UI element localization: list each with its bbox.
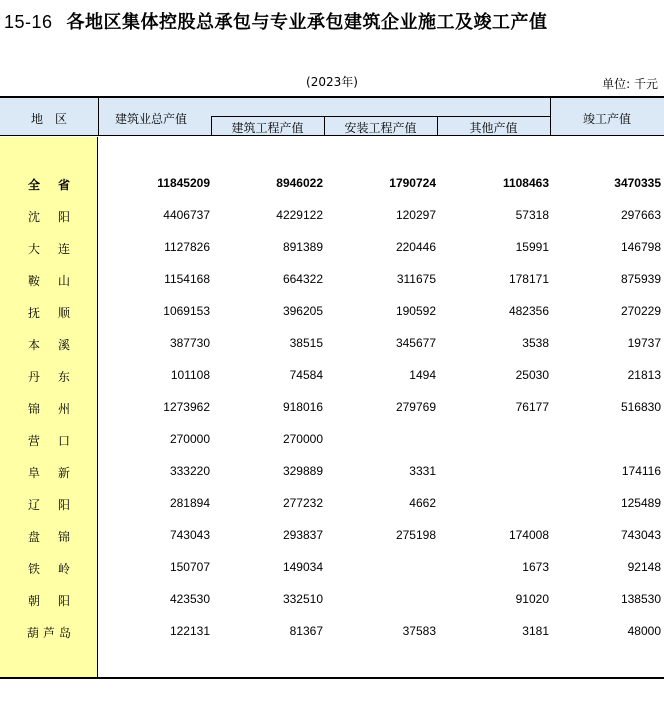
cell-construction: 332510 xyxy=(282,592,323,606)
cell-other: 174008 xyxy=(508,528,549,542)
region-name: 葫芦岛 xyxy=(26,626,75,640)
region-name: 丹东 xyxy=(27,370,88,384)
region-name: 全省 xyxy=(27,178,88,192)
cell-construction: 4229122 xyxy=(276,208,323,222)
cell-installation: 1790724 xyxy=(389,176,436,190)
cell-installation: 190592 xyxy=(395,304,436,318)
cell-other: 91020 xyxy=(515,592,549,606)
table-row xyxy=(0,584,664,616)
cell-total-output: 423530 xyxy=(169,592,210,606)
table-row xyxy=(0,424,664,456)
cell-total-output: 150707 xyxy=(169,560,210,574)
header-divider xyxy=(211,116,550,117)
cell-other: 57318 xyxy=(515,208,549,222)
header-construction: 建筑工程产值 xyxy=(231,121,304,135)
cell-other: 178171 xyxy=(508,272,549,286)
cell-construction: 664322 xyxy=(282,272,323,286)
cell-installation: 120297 xyxy=(395,208,436,222)
cell-total-output: 11845209 xyxy=(157,176,210,190)
table-row xyxy=(0,328,664,360)
header-divider xyxy=(98,98,99,136)
table-row xyxy=(0,616,664,648)
cell-construction: 277232 xyxy=(282,496,323,510)
cell-total-output: 743043 xyxy=(169,528,210,542)
table-row xyxy=(0,232,664,264)
cell-completed: 297663 xyxy=(620,208,661,222)
cell-installation: 37583 xyxy=(402,624,436,638)
table-row xyxy=(0,552,664,584)
cell-completed: 174116 xyxy=(621,464,661,478)
header-total-output: 建筑业总产值 xyxy=(115,112,188,126)
cell-other: 1108463 xyxy=(502,176,549,190)
cell-completed: 19737 xyxy=(627,336,661,350)
cell-completed: 270229 xyxy=(620,304,661,318)
cell-completed: 3470335 xyxy=(614,176,661,190)
region-name: 锦州 xyxy=(27,402,88,416)
cell-installation: 3331 xyxy=(409,464,436,478)
cell-other: 3538 xyxy=(522,336,549,350)
table-year: (2023年) xyxy=(306,75,358,89)
cell-installation: 311675 xyxy=(396,272,436,286)
cell-construction: 918016 xyxy=(282,400,323,414)
unit-label: 单位: 千元 xyxy=(602,77,658,91)
region-name: 铁岭 xyxy=(27,562,88,576)
cell-total-output: 1154168 xyxy=(164,272,210,286)
table-bottom-rule xyxy=(0,677,664,679)
header-region: 地 区 xyxy=(30,112,67,126)
cell-installation: 275198 xyxy=(395,528,436,542)
cell-construction: 74584 xyxy=(289,368,323,382)
table-row xyxy=(0,360,664,392)
cell-total-output: 101108 xyxy=(170,368,210,382)
cell-installation: 1494 xyxy=(409,368,436,382)
cell-construction: 38515 xyxy=(289,336,323,350)
header-divider xyxy=(324,116,325,136)
table-row xyxy=(0,456,664,488)
page-title xyxy=(4,8,548,34)
table-row xyxy=(0,520,664,552)
region-name: 朝阳 xyxy=(27,594,88,608)
header-divider xyxy=(211,116,212,136)
table-row-total xyxy=(0,168,664,200)
table-row xyxy=(0,296,664,328)
cell-other: 15991 xyxy=(515,240,549,254)
cell-total-output: 1069153 xyxy=(163,304,210,318)
region-name: 抚顺 xyxy=(27,306,88,320)
cell-other: 1673 xyxy=(522,560,549,574)
table-header xyxy=(0,96,664,136)
table-row xyxy=(0,488,664,520)
cell-construction: 270000 xyxy=(282,432,323,446)
header-installation: 安装工程产值 xyxy=(344,121,417,135)
cell-construction: 293837 xyxy=(282,528,323,542)
cell-total-output: 333220 xyxy=(169,464,210,478)
cell-construction: 891389 xyxy=(282,240,323,254)
cell-installation: 4662 xyxy=(409,496,436,510)
cell-other: 482356 xyxy=(508,304,549,318)
cell-completed: 743043 xyxy=(620,528,661,542)
cell-completed: 92148 xyxy=(627,560,661,574)
cell-installation: 279769 xyxy=(395,400,436,414)
cell-construction: 81367 xyxy=(289,624,323,638)
cell-completed: 125489 xyxy=(620,496,661,510)
region-name: 盘锦 xyxy=(27,530,88,544)
region-name: 阜新 xyxy=(27,466,88,480)
cell-completed: 48000 xyxy=(627,624,661,638)
cell-total-output: 1273962 xyxy=(163,400,210,414)
table-row xyxy=(0,200,664,232)
header-other: 其他产值 xyxy=(469,121,518,135)
table-row xyxy=(0,392,664,424)
cell-other: 76177 xyxy=(515,400,549,414)
cell-other: 25030 xyxy=(515,368,549,382)
cell-total-output: 387730 xyxy=(169,336,210,350)
cell-total-output: 4406737 xyxy=(163,208,210,222)
cell-completed: 516830 xyxy=(620,400,661,414)
region-name: 营口 xyxy=(27,434,88,448)
cell-total-output: 122131 xyxy=(169,624,210,638)
cell-completed: 138530 xyxy=(620,592,661,606)
region-name: 沈阳 xyxy=(27,210,88,224)
table-title: 各地区集体控股总承包与专业承包建筑企业施工及竣工产值 xyxy=(66,12,548,33)
region-name: 辽阳 xyxy=(27,498,88,512)
cell-total-output: 281894 xyxy=(169,496,210,510)
cell-construction: 8946022 xyxy=(276,176,323,190)
table-row xyxy=(0,264,664,296)
header-completed: 竣工产值 xyxy=(582,112,631,126)
header-divider xyxy=(550,98,551,136)
region-name: 大连 xyxy=(27,242,88,256)
cell-completed: 875939 xyxy=(620,272,661,286)
cell-installation: 220446 xyxy=(395,240,436,254)
cell-total-output: 270000 xyxy=(169,432,210,446)
region-name: 本溪 xyxy=(27,338,88,352)
cell-construction: 149034 xyxy=(282,560,323,574)
cell-completed: 21813 xyxy=(627,368,661,382)
cell-completed: 146798 xyxy=(620,240,661,254)
cell-total-output: 1127826 xyxy=(164,240,210,254)
region-name: 鞍山 xyxy=(27,274,88,288)
cell-construction: 329889 xyxy=(282,464,323,478)
cell-installation: 345677 xyxy=(395,336,436,350)
cell-other: 3181 xyxy=(522,624,549,638)
cell-construction: 396205 xyxy=(282,304,323,318)
table-number: 15-16 xyxy=(4,12,53,32)
header-divider xyxy=(437,116,438,136)
